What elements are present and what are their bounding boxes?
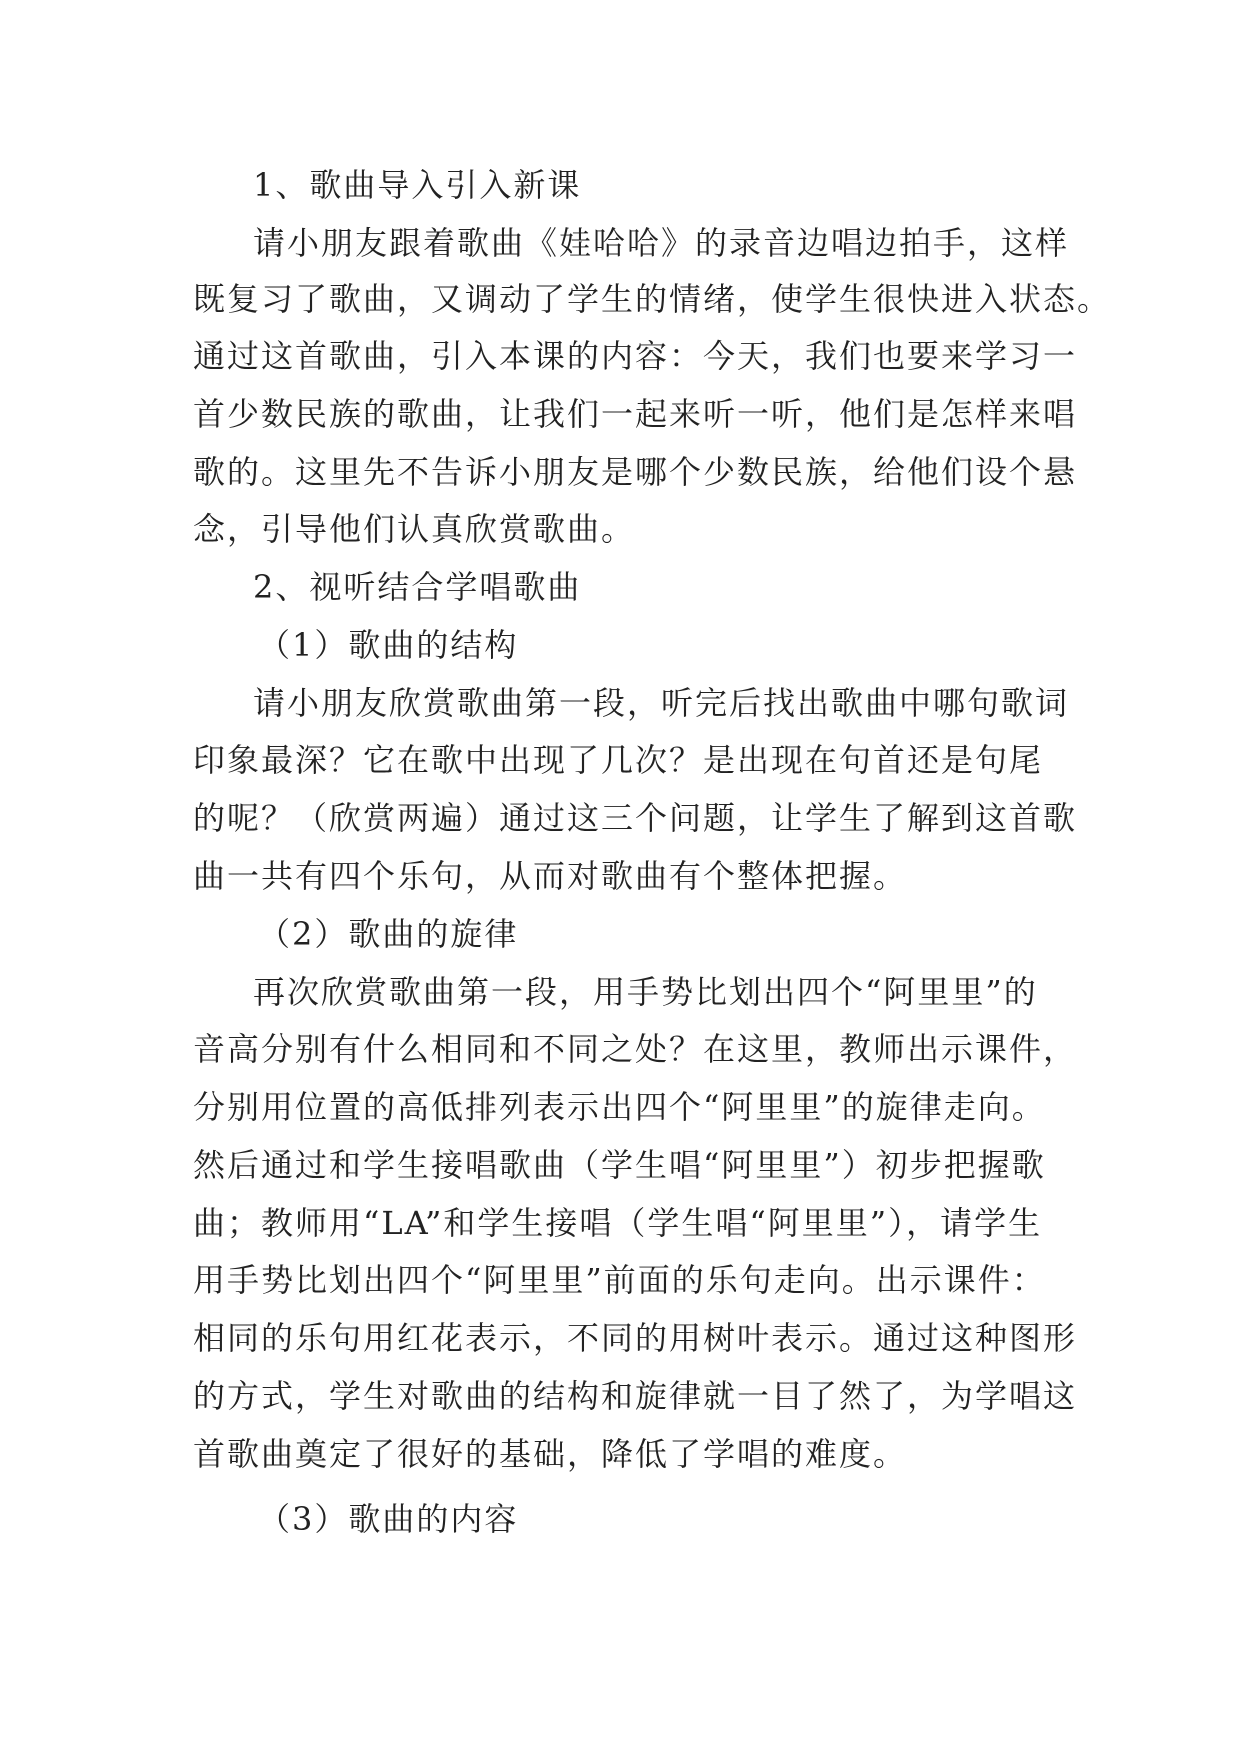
- paragraph-line: 曲一共有四个乐句，从而对歌曲有个整体把握。: [193, 857, 908, 895]
- subsection-heading-3: （3）歌曲的内容: [258, 1500, 519, 1538]
- paragraph-line: 既复习了歌曲，又调动了学生的情绪，使学生很快进入状态。: [193, 280, 1112, 318]
- section-heading-2: 2、视听结合学唱歌曲: [253, 568, 582, 606]
- paragraph-line: 请小朋友跟着歌曲《娃哈哈》的录音边唱边拍手，这样: [253, 224, 1070, 262]
- paragraph-line: 音高分别有什么相同和不同之处？在这里，教师出示课件，: [193, 1030, 1078, 1068]
- paragraph-line: 用手势比划出四个“阿里里”前面的乐句走向。出示课件：: [193, 1261, 1046, 1299]
- paragraph-line: 的方式，学生对歌曲的结构和旋律就一目了然了，为学唱这: [193, 1377, 1078, 1415]
- paragraph-line: 歌的。这里先不告诉小朋友是哪个少数民族，给他们设个悬: [193, 453, 1078, 491]
- paragraph-line: 再次欣赏歌曲第一段，用手势比划出四个“阿里里”的: [253, 973, 1038, 1011]
- paragraph-line: 曲；教师用“LA”和学生接唱（学生唱“阿里里”），请学生: [193, 1204, 1043, 1242]
- section-heading-1: 1、歌曲导入引入新课: [253, 166, 582, 204]
- paragraph-line: 念，引导他们认真欣赏歌曲。: [193, 510, 636, 548]
- paragraph-line: 首少数民族的歌曲，让我们一起来听一听，他们是怎样来唱: [193, 395, 1078, 433]
- subsection-heading-2: （2）歌曲的旋律: [258, 915, 519, 953]
- paragraph-line: 的呢？（欣赏两遍）通过这三个问题，让学生了解到这首歌: [193, 799, 1078, 837]
- paragraph-line: 印象最深？它在歌中出现了几次？是出现在句首还是句尾: [193, 741, 1044, 779]
- paragraph-line: 首歌曲奠定了很好的基础，降低了学唱的难度。: [193, 1435, 908, 1473]
- paragraph-line: 相同的乐句用红花表示，不同的用树叶表示。通过这种图形: [193, 1319, 1078, 1357]
- paragraph-line: 请小朋友欣赏歌曲第一段，听完后找出歌曲中哪句歌词: [253, 684, 1070, 722]
- paragraph-line: 通过这首歌曲，引入本课的内容：今天，我们也要来学习一: [193, 337, 1078, 375]
- subsection-heading-1: （1）歌曲的结构: [258, 626, 519, 664]
- paragraph-line: 然后通过和学生接唱歌曲（学生唱“阿里里”）初步把握歌: [193, 1146, 1046, 1184]
- paragraph-line: 分别用位置的高低排列表示出四个“阿里里”的旋律走向。: [193, 1088, 1046, 1126]
